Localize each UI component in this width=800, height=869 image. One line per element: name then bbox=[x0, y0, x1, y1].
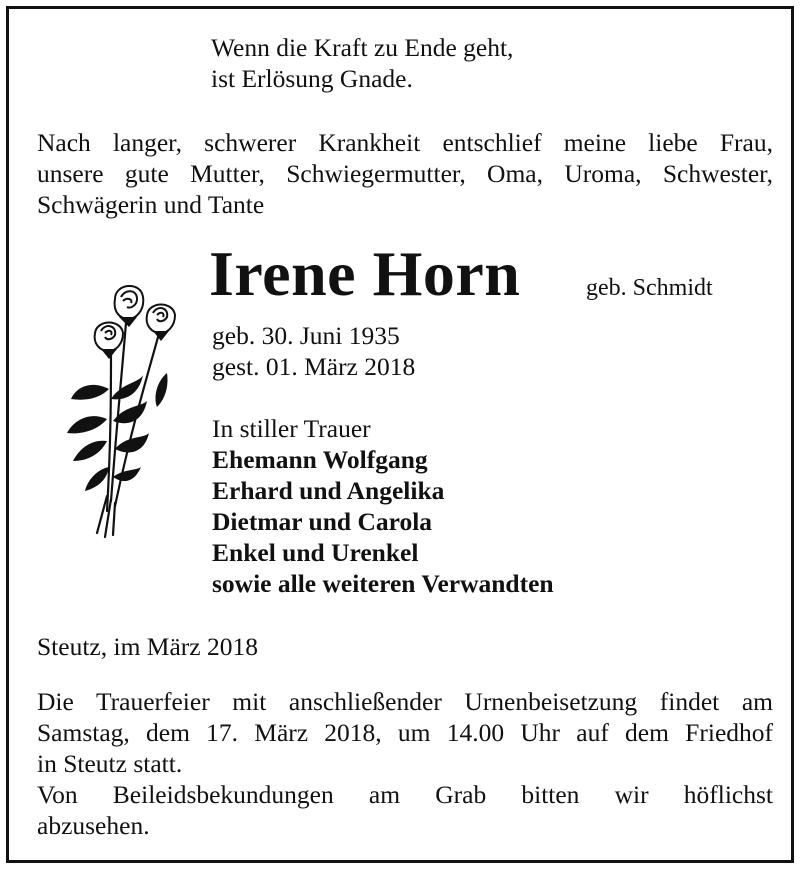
motto bbox=[211, 32, 513, 94]
mourning-intro: In stiller Trauer bbox=[212, 414, 371, 443]
intro-text bbox=[37, 127, 773, 220]
mourner: Ehemann Wolfgang bbox=[212, 445, 428, 474]
death-date: gest. 01. März 2018 bbox=[212, 352, 416, 381]
funeral-line: Von Beileidsbekundungen am Grab bitten wir höflichst bbox=[37, 780, 773, 809]
motto-line: Wenn die Kraft zu Ende geht, bbox=[211, 33, 514, 62]
place-date: Steutz, im März 2018 bbox=[37, 632, 258, 661]
funeral-line: abzusehen. bbox=[37, 811, 150, 840]
funeral-notice bbox=[37, 686, 773, 841]
birth-date: geb. 30. Juni 1935 bbox=[212, 321, 400, 350]
deceased-name: Irene Horn bbox=[209, 238, 521, 309]
roses-icon bbox=[49, 271, 189, 541]
mourner: Enkel und Urenkel bbox=[212, 538, 419, 567]
intro-line: Nach langer, schwerer Krankheit entschlief meine liebe Frau, bbox=[37, 128, 773, 157]
mourner: Dietmar und Carola bbox=[212, 507, 433, 536]
intro-line: Schwägerin und Tante bbox=[37, 190, 265, 219]
maiden-name: geb. Schmidt bbox=[586, 275, 713, 301]
motto-line: ist Erlösung Gnade. bbox=[211, 64, 413, 93]
life-dates bbox=[212, 320, 415, 382]
mourner: sowie alle weiteren Verwandten bbox=[212, 569, 554, 598]
funeral-line: Samstag, dem 17. März 2018, um 14.00 Uhr auf dem Friedhof bbox=[37, 718, 773, 747]
funeral-line: Die Trauerfeier mit anschließender Urnenbeisetzung findet am bbox=[37, 687, 773, 716]
mourners-list bbox=[212, 444, 554, 599]
funeral-line: in Steutz statt. bbox=[37, 749, 183, 778]
mourner: Erhard und Angelika bbox=[212, 476, 445, 505]
intro-line: unsere gute Mutter, Schwiegermutter, Oma, Uroma, Schwester, bbox=[37, 159, 773, 188]
obituary-notice bbox=[6, 6, 794, 863]
